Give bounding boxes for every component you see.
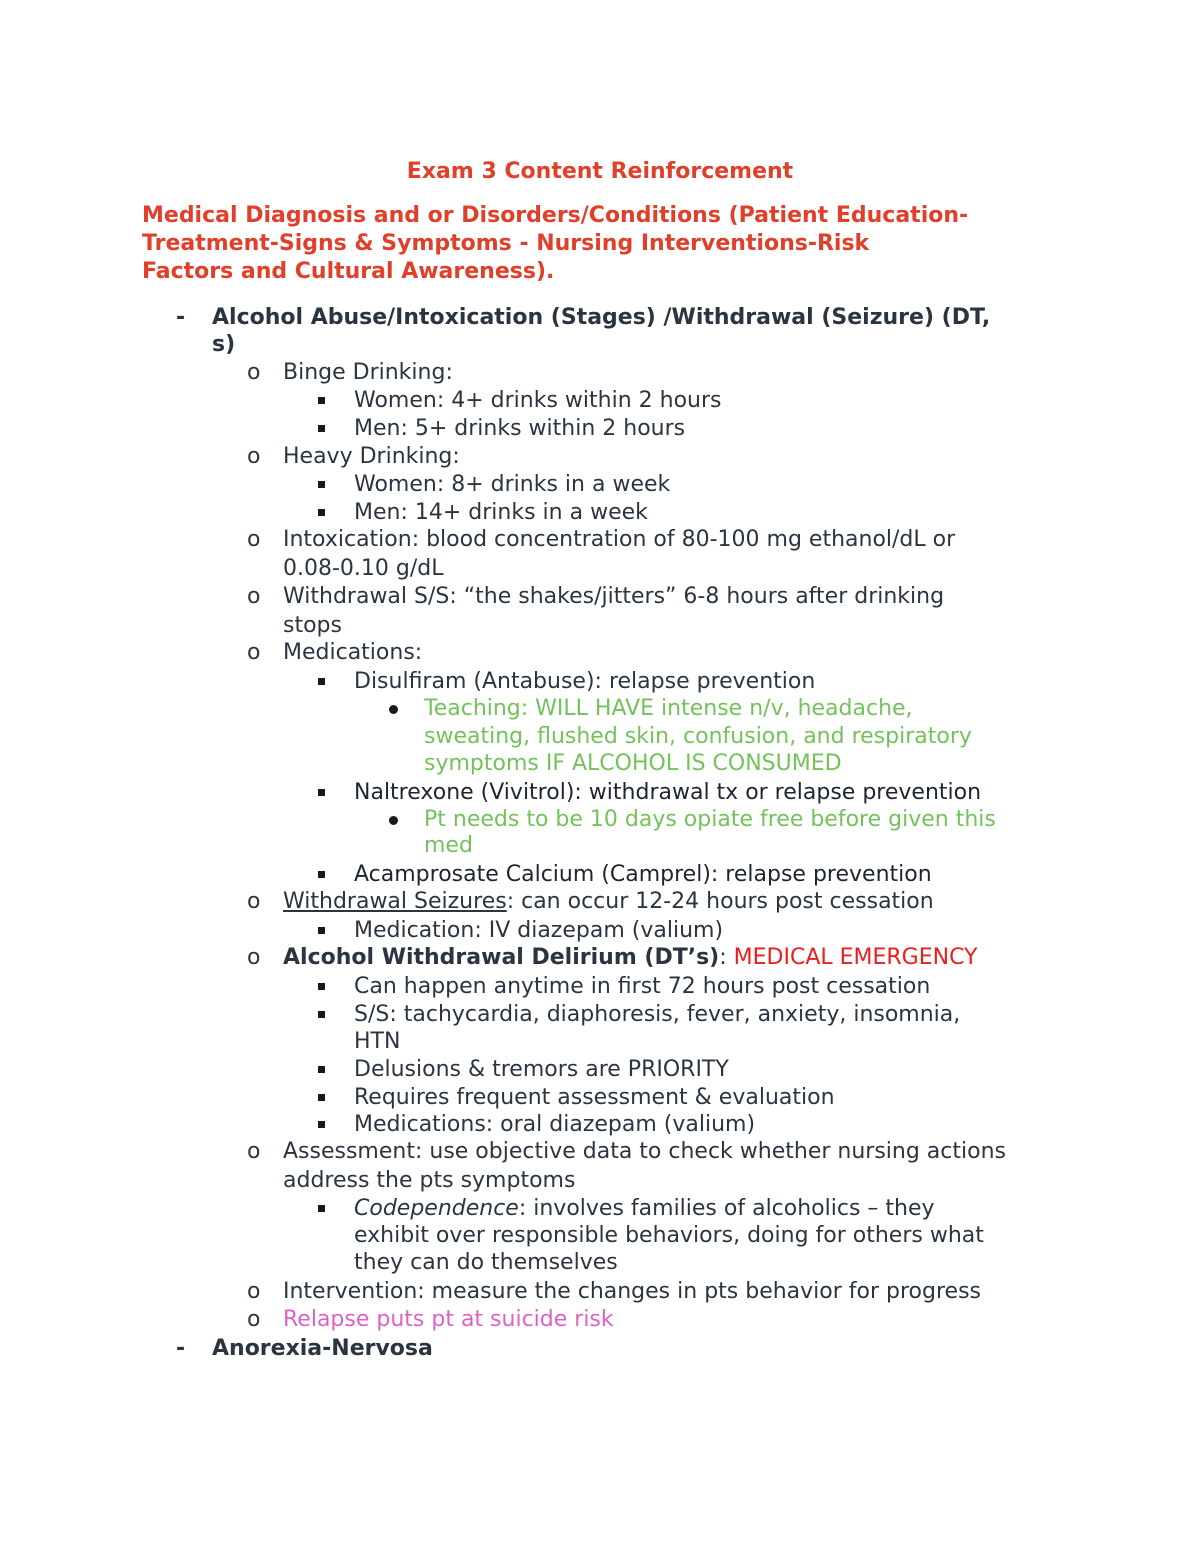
delirium-item: S/S: tachycardia, diaphoresis, fever, anxiety, insomnia, — [354, 1002, 961, 1027]
anorexia-heading: Anorexia-Nervosa — [212, 1336, 433, 1361]
heavy-women: Women: 8+ drinks in a week — [354, 472, 671, 497]
alcohol-heading-cont: s) — [212, 332, 236, 357]
medications-label: Medications: — [283, 640, 423, 665]
square-bullet — [318, 789, 325, 796]
naltrexone-note: Pt needs to be 10 days opiate free before given this — [424, 807, 996, 832]
medical-emergency-label: MEDICAL EMERGENCY — [733, 945, 978, 970]
intoxication-text-cont: 0.08-0.10 g/dL — [283, 556, 444, 581]
square-bullet — [318, 397, 325, 404]
withdrawal-text-cont: stops — [283, 613, 342, 638]
binge-men: Men: 5+ drinks within 2 hours — [354, 416, 686, 441]
delirium-item-cont: HTN — [354, 1029, 401, 1054]
naltrexone-note-cont: med — [424, 833, 473, 858]
square-bullet — [318, 1094, 325, 1101]
subheading-line: Treatment-Signs & Symptoms - Nursing Interventions-Risk — [142, 231, 870, 256]
square-bullet — [318, 983, 325, 990]
square-bullet — [318, 1011, 325, 1018]
circle-bullet: o — [247, 527, 261, 552]
codependence-term: Codependence — [354, 1196, 519, 1221]
codependence-text: : involves families of alcoholics – they — [518, 1196, 935, 1221]
seizures-label: Withdrawal Seizures — [283, 889, 507, 914]
square-bullet — [318, 927, 325, 934]
codependence-text-cont: they can do themselves — [354, 1250, 618, 1275]
circle-bullet: o — [247, 584, 261, 609]
assessment-text-cont: address the pts symptoms — [283, 1168, 576, 1193]
document-title: Exam 3 Content Reinforcement — [406, 159, 794, 184]
heavy-label: Heavy Drinking: — [283, 444, 460, 469]
square-bullet — [318, 1121, 325, 1128]
assessment-text: Assessment: use objective data to check whether nursing actions — [283, 1139, 1006, 1164]
round-bullet — [389, 705, 398, 714]
delirium-entry — [283, 944, 978, 972]
square-bullet — [318, 481, 325, 488]
disulfiram-item: Disulfiram (Antabuse): relapse prevention — [354, 669, 816, 694]
circle-bullet: o — [247, 945, 261, 970]
delirium-item: Requires frequent assessment & evaluation — [354, 1085, 835, 1110]
subheading-line: Medical Diagnosis and or Disorders/Conditions (Patient Education- — [142, 203, 969, 228]
disulfiram-teaching: Teaching: WILL HAVE intense n/v, headache, — [424, 696, 913, 721]
circle-bullet: o — [247, 360, 261, 385]
square-bullet — [318, 678, 325, 685]
seizures-medication: Medication: IV diazepam (valium) — [354, 918, 724, 943]
intoxication-text: Intoxication: blood concentration of 80-100 mg ethanol/dL or — [283, 527, 956, 552]
naltrexone-item: Naltrexone (Vivitrol): withdrawal tx or relapse prevention — [354, 780, 982, 805]
section-subheading — [142, 202, 1062, 286]
square-bullet — [318, 1066, 325, 1073]
delirium-item: Delusions & tremors are PRIORITY — [354, 1057, 729, 1082]
binge-label: Binge Drinking: — [283, 360, 453, 385]
square-bullet — [318, 425, 325, 432]
codependence-entry — [354, 1195, 935, 1223]
round-bullet — [389, 816, 398, 825]
delirium-item: Can happen anytime in first 72 hours post cessation — [354, 974, 931, 999]
circle-bullet: o — [247, 1279, 261, 1304]
relapse-text: Relapse puts pt at suicide risk — [283, 1307, 614, 1332]
square-bullet — [318, 871, 325, 878]
heavy-men: Men: 14+ drinks in a week — [354, 500, 648, 525]
circle-bullet: o — [247, 640, 261, 665]
delirium-colon: : — [719, 945, 734, 970]
binge-women: Women: 4+ drinks within 2 hours — [354, 388, 722, 413]
codependence-text-cont: exhibit over responsible behaviors, doing for others what — [354, 1223, 984, 1248]
disulfiram-teaching-cont: symptoms IF ALCOHOL IS CONSUMED — [424, 751, 842, 776]
intervention-text: Intervention: measure the changes in pts behavior for progress — [283, 1279, 982, 1304]
delirium-item: Medications: oral diazepam (valium) — [354, 1112, 756, 1137]
circle-bullet: o — [247, 1307, 261, 1332]
disulfiram-teaching-cont: sweating, flushed skin, confusion, and respiratory — [424, 724, 972, 749]
circle-bullet: o — [247, 889, 261, 914]
dash-bullet: - — [176, 1336, 186, 1361]
delirium-label: Alcohol Withdrawal Delirium (DT’s) — [283, 945, 720, 970]
acamprosate-item: Acamprosate Calcium (Camprel): relapse prevention — [354, 862, 932, 887]
circle-bullet: o — [247, 1139, 261, 1164]
seizures-text: : can occur 12-24 hours post cessation — [506, 889, 934, 914]
withdrawal-text: Withdrawal S/S: “the shakes/jitters” 6-8 hours after drinking — [283, 584, 945, 609]
alcohol-heading: Alcohol Abuse/Intoxication (Stages) /Withdrawal (Seizure) (DT, — [212, 305, 991, 330]
circle-bullet: o — [247, 444, 261, 469]
square-bullet — [318, 1205, 325, 1212]
square-bullet — [318, 509, 325, 516]
seizures-entry — [283, 888, 934, 916]
dash-bullet: - — [176, 305, 186, 330]
subheading-line: Factors and Cultural Awareness). — [142, 259, 555, 284]
